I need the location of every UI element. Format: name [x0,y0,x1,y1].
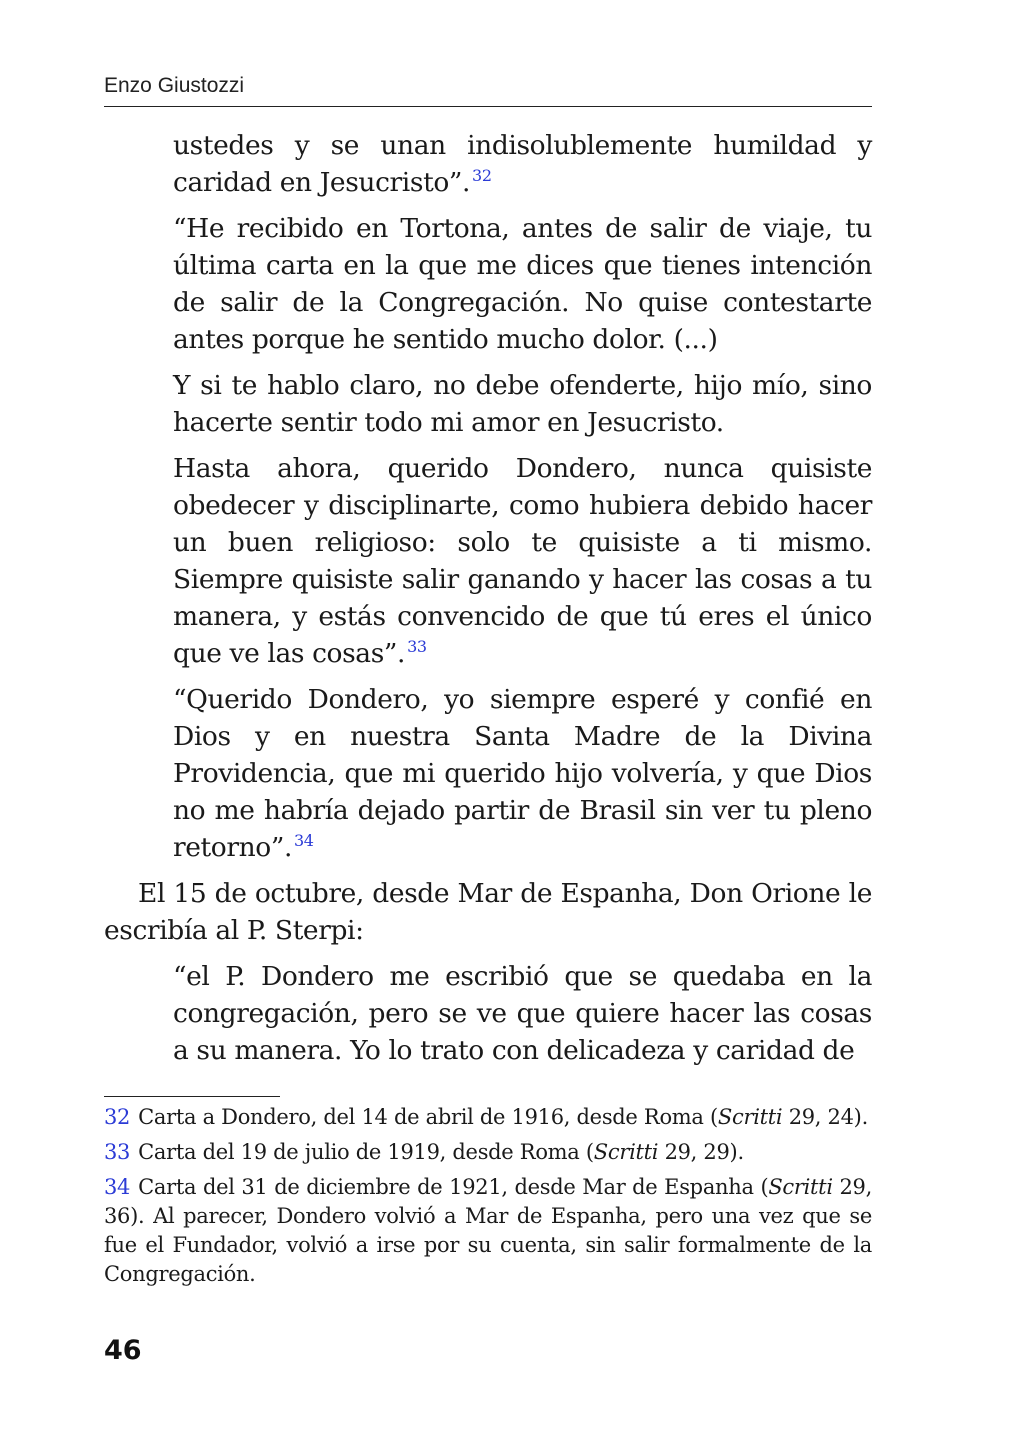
footnote-number[interactable]: 34 [104,1175,131,1199]
block-quote [173,367,872,441]
footnote-text: Carta del 31 de diciembre de 1921, desde Mar de Espanha ( [138,1175,769,1199]
footnote-italic: Scritti [717,1105,783,1129]
footnote-text: Carta a Dondero, del 14 de abril de 1916, desde Roma ( [138,1105,718,1129]
footnote-reference[interactable]: 32 [472,166,492,185]
footnotes [104,1103,872,1295]
block-quote [173,450,872,672]
footnote-reference[interactable]: 33 [407,637,427,656]
block-quote [173,127,872,201]
running-header: Enzo Giustozzi [104,74,245,97]
footnote-text: 29, 24). [782,1105,868,1129]
footnote-rule [104,1096,280,1097]
footnote [104,1103,872,1132]
footnote-italic: Scritti [768,1175,833,1199]
footnote-text: 29, 29). [658,1140,744,1164]
page-number: 46 [104,1335,142,1366]
page-body [104,127,872,1078]
body-paragraph: El 15 de octubre, desde Mar de Espanha, Don Orione le escribía al P. Sterpi: [104,878,872,946]
footnote [104,1138,872,1167]
footnote-text: Carta del 19 de julio de 1919, desde Roma ( [138,1140,594,1164]
footnote-number[interactable]: 33 [104,1140,131,1164]
quote-text: Y si te hablo claro, no debe ofenderte, hijo mío, sino hacerte sentir todo mi amor en Jesucristo. [173,370,872,438]
header-rule [104,106,872,107]
block-quote [173,210,872,358]
block-quote [173,681,872,866]
footnote-italic: Scritti [593,1140,659,1164]
quote-text: “Querido Dondero, yo siempre esperé y confié en Dios y en nuestra Santa Madre de la Divina Providencia, que mi querido hijo volvería, y que Dios no me habría dejado partir de Brasil sin ver tu pleno retorno”. [173,684,872,863]
footnote-text: 29, 36). Al parecer, Dondero volvió a Mar de Espanha, pero una vez que se fue el Fundador, volvió a irse por su cuenta, sin salir formalmente de la Congregación. [104,1175,872,1286]
quote-text: “el P. Dondero me escribió que se quedaba en la congregación, pero se ve que quiere hacer las cosas a su manera. Yo lo trato con delicadeza y caridad de [173,961,872,1066]
footnote-reference[interactable]: 34 [294,831,314,850]
block-quote [173,958,872,1069]
quote-text: Hasta ahora, querido Dondero, nunca quisiste obedecer y disciplinarte, como hubiera debido hacer un buen religioso: solo te quisiste a ti mismo. Siempre quisiste salir ganando y hacer las cosas a tu manera, y estás convencido de que tú eres el único que ve las cosas”. [173,453,872,669]
footnote [104,1173,872,1289]
footnote-number[interactable]: 32 [104,1105,131,1129]
quote-text: ustedes y se unan indisolublemente humildad y caridad en Jesucristo”. [173,130,872,198]
quote-text: “He recibido en Tortona, antes de salir de viaje, tu última carta en la que me dices que tienes intención de salir de la Congregación. No quise contestarte antes porque he sentido mucho dolor. (...) [173,213,872,355]
